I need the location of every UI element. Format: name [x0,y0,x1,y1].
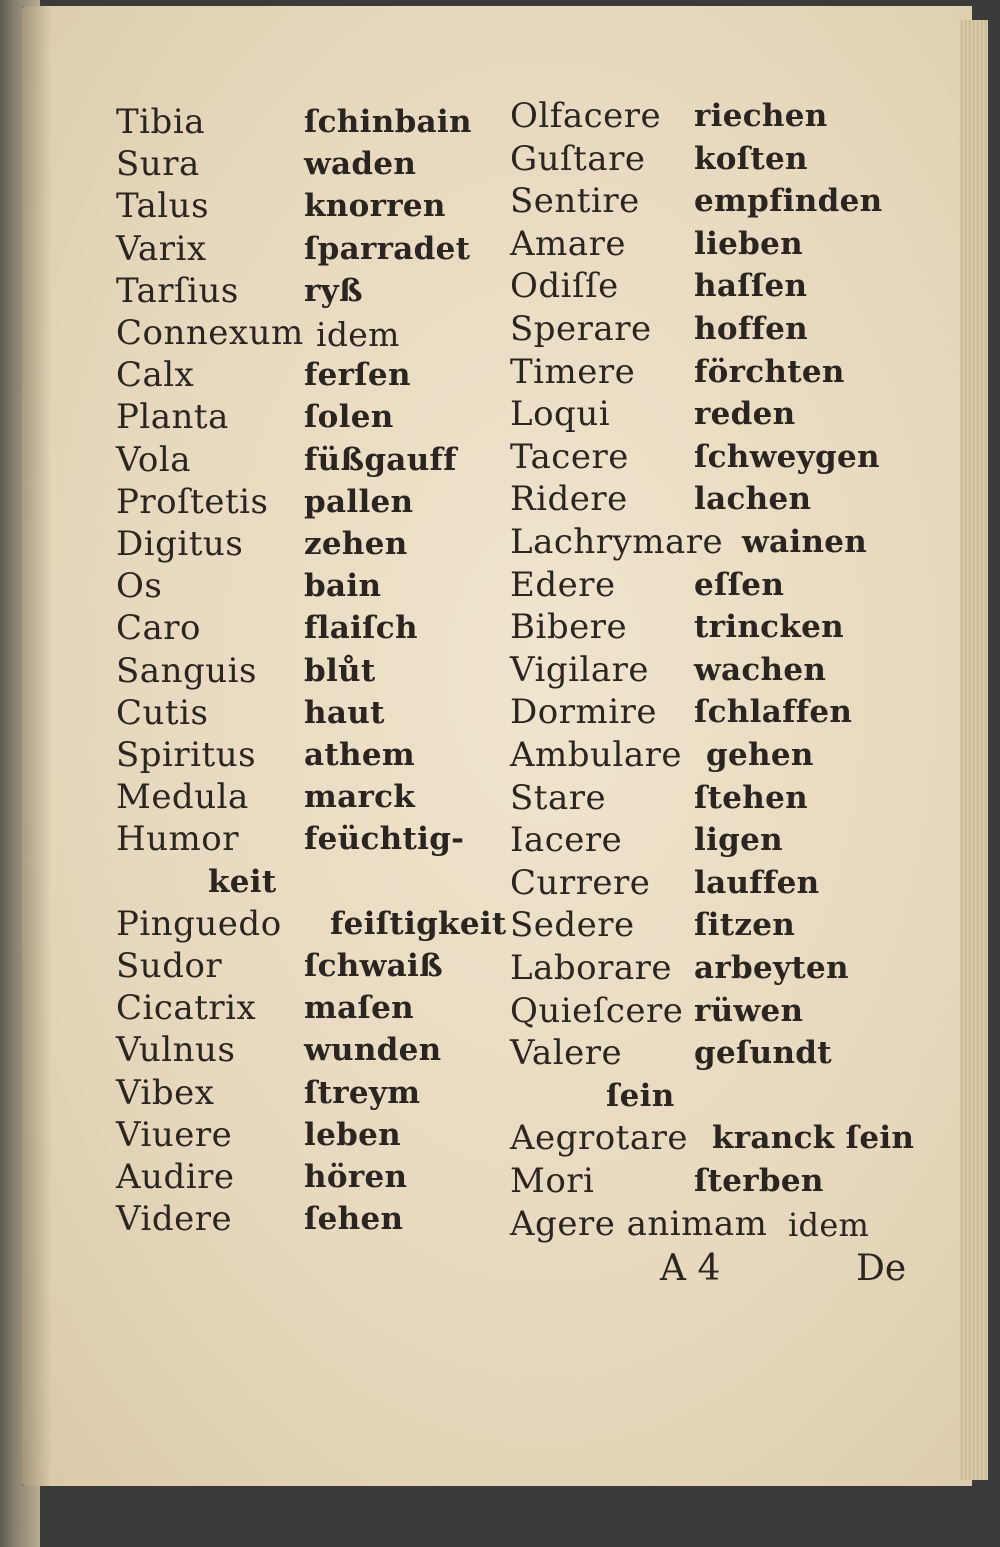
latin-term: Currere [510,862,651,903]
latin-term: Guſtare [510,138,646,179]
latin-term: Bibere [510,607,628,648]
latin-term: Viuere [116,1114,233,1155]
german-term: ſitzen [694,907,796,944]
latin-term: Mori [510,1161,595,1201]
german-term: füßgauff [304,441,457,478]
german-term: kranck ſein [712,1120,915,1157]
latin-term: Medula [116,777,249,818]
latin-term: Vigilare [510,649,649,690]
latin-term: Calx [116,355,195,396]
german-term: pallen [304,483,414,520]
latin-term: Connexum [116,313,304,353]
latin-term: Varix [116,228,207,269]
german-term: ligen [694,822,783,859]
latin-term: Vulnus [116,1030,236,1071]
latin-term: Proſtetis [116,481,269,522]
gutter-shadow [22,6,52,1486]
german-term: haut [304,694,385,731]
latin-term: Cutis [116,692,209,733]
german-term: reden [694,396,796,433]
page-stack-edges [960,20,988,1480]
german-term: idem [316,315,400,354]
latin-term: Dormire [510,692,657,733]
latin-term: Agere animam [510,1203,768,1244]
latin-term: Stare [510,777,607,818]
latin-term: Planta [116,397,229,438]
german-term: blůt [304,652,376,689]
latin-term: Ridere [510,479,628,520]
german-term: feüchtig- [304,821,465,858]
german-term: lachen [694,481,812,518]
german-term: athem [304,737,415,773]
german-term: keit [208,863,277,900]
latin-term: Sanguis [116,650,257,691]
german-term: leben [304,1116,401,1153]
latin-term: Sentire [510,181,640,222]
latin-term: Pinguedo [116,903,282,944]
latin-term: Os [116,566,163,607]
latin-term: Tarſius [116,270,239,311]
latin-term: Quieſcere [510,990,684,1031]
german-term: gehen [706,737,814,773]
german-term: lauffen [694,864,820,901]
german-term: eſſen [694,566,785,603]
german-term: wunden [304,1032,442,1069]
latin-term: Edere [510,564,616,605]
latin-term: Aegrotare [510,1118,688,1159]
german-term: geſundt [694,1035,832,1072]
latin-term: Laborare [510,948,672,988]
german-term: feiſtigkeit [330,905,507,942]
latin-term: Tacere [510,436,629,477]
german-term: ſchinbain [304,104,472,140]
german-term: idem [788,1205,870,1244]
german-term: ſparradet [304,230,471,267]
latin-term: Talus [116,186,210,227]
latin-term: Tibia [116,102,205,142]
german-term: wachen [694,651,827,688]
german-term: riechen [694,98,828,134]
latin-term: Vola [116,439,192,480]
latin-term: Iacere [510,820,623,861]
german-term: arbeyten [694,950,849,986]
latin-term: Sperare [510,309,652,349]
latin-term: Humor [116,819,240,860]
german-term: ferſen [304,357,411,394]
german-term: marck [304,779,416,816]
german-term: wainen [742,524,868,560]
latin-term: Digitus [116,524,244,564]
german-term: empfinden [694,183,883,220]
german-term: ſolen [304,399,394,436]
latin-term: Amare [510,223,626,264]
german-term: waden [304,146,417,183]
german-term: haſſen [694,268,808,305]
german-term: lieben [694,225,804,262]
signature-mark: A 4 [660,1248,721,1289]
latin-term: Videre [116,1199,233,1240]
latin-term: Ambulare [510,735,682,775]
latin-term: Sedere [510,905,635,946]
german-term: zehen [304,526,408,562]
latin-term: Vibex [116,1072,215,1113]
german-term: ryß [304,272,363,309]
german-term: ſchweygen [694,438,880,475]
latin-term: Sudor [116,946,223,986]
latin-term: Audire [116,1157,235,1197]
latin-term: Lachrymare [510,522,724,562]
german-term: koſten [694,140,808,177]
latin-term: Caro [116,608,202,649]
german-term: maſen [304,990,414,1027]
german-term: hören [304,1159,408,1195]
catchword: De [856,1248,907,1289]
german-term: trincken [694,609,844,646]
latin-term: Olfacere [510,96,662,136]
german-term: ſtehen [694,779,808,816]
german-term: bain [304,568,382,605]
german-term: förchten [694,353,845,390]
german-term: ſtreym [304,1074,421,1111]
latin-term: Valere [510,1033,623,1074]
german-term: ſchlaffen [694,694,853,731]
german-term: hoffen [694,311,808,347]
german-term: ſein [606,1077,675,1114]
german-term: rüwen [694,992,804,1029]
latin-term: Loqui [510,394,611,435]
latin-term: Spiritus [116,735,257,775]
german-term: flaiſch [304,610,418,647]
german-term: knorren [304,188,446,225]
latin-term: Odiſſe [510,266,619,307]
latin-term: Cicatrix [116,988,257,1029]
latin-term: Timere [510,351,636,392]
german-term: ſterben [694,1163,824,1199]
german-term: ſehen [304,1201,404,1238]
latin-term: Sura [116,144,200,185]
german-term: ſchwaiß [304,948,443,984]
